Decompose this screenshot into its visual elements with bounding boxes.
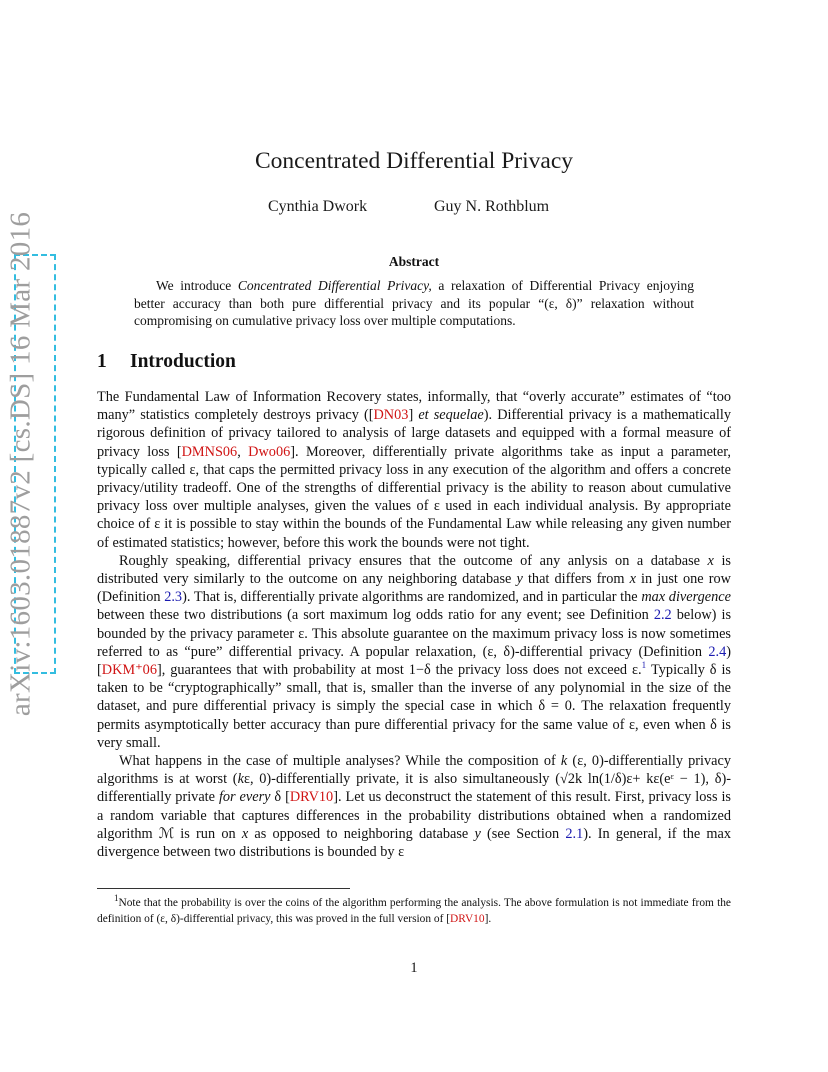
citation-link[interactable]: DRV10 bbox=[289, 789, 334, 806]
paragraph-2: Roughly speaking, differential privacy ensures that the outcome of any anlysis on a database x is distributed very similarly to the outcome on any neighboring database y that differs from x in just one row (Definition 2.3). That is, differentially private algorithms are randomized, and in particular the max divergence between these two distributions (a sort maximum log odds ratio for any event; see Definition 2.2 below) is bounded by the privacy parameter ε. This absolute guarantee on the maximum privacy loss is now sometimes referred to as “pure” differential privacy. A popular relaxation, (ε, δ)-differential privacy (Definition 2.4)[DKM⁺06], guarantees that with probability at most 1−δ the privacy loss does not exceed ε.$^1$ Typically δ is taken to be “cryptographically” small, that is, smaller than the inverse of any polynomial in the size of the dataset, and pure differential privacy is simply the special case in which δ = 0. The relaxation frequently permits asymptotically better accuracy than pure differential privacy for the same value of ε, even when δ is very small. bbox=[97, 552, 732, 751]
citation-link[interactable]: DKM⁺06 bbox=[101, 662, 157, 679]
footnote-rule bbox=[97, 888, 350, 889]
abstract-text: We introduce Concentrated Differential Privacy, a relaxation of Differential Privacy enjoying better accuracy than both pure differential privacy and its popular “(ε, δ)” relaxation without compromising on cumulative privacy loss over multiple computations. bbox=[134, 278, 694, 328]
footnote-mark: 1 bbox=[114, 893, 119, 904]
citation-link[interactable]: DMNS06 bbox=[181, 443, 238, 460]
author-2: Guy N. Rothblum bbox=[434, 198, 550, 215]
arxiv-stamp[interactable]: arXiv:1603.01887v2 [cs.DS] 16 Mar 2016 bbox=[4, 211, 37, 717]
citation-link[interactable]: Dwo06 bbox=[248, 443, 291, 460]
paper-title: Concentrated Differential Privacy bbox=[255, 148, 573, 174]
section-number: 1 bbox=[97, 351, 107, 372]
footnote: $^1$Note that the probability is over the coins of the algorithm performing the analysis. The above formulation is not immediate from the definition of (ε, δ)-differential privacy, this was proved in the full version of [DRV10]. bbox=[97, 893, 731, 925]
citation-link[interactable]: DN03 bbox=[373, 407, 409, 424]
section-link[interactable]: 2.1 bbox=[565, 825, 584, 842]
definition-link[interactable]: 2.3 bbox=[164, 589, 183, 606]
abstract-emphasis: Concentrated Differential Privacy, bbox=[237, 278, 432, 293]
section-title: Introduction bbox=[130, 351, 236, 372]
definition-link[interactable]: 2.4 bbox=[708, 643, 727, 660]
page-number: 1 bbox=[410, 960, 418, 976]
abstract-heading: Abstract bbox=[388, 254, 440, 269]
footnote-link[interactable]: 1 bbox=[641, 660, 647, 671]
paragraph-1: The Fundamental Law of Information Recovery states, informally, that “overly accurate” estimates of “too many” statistics completely destroys privacy ([DN03] et sequelae). Differential privacy is a mathematically rigorous definition of privacy tailored to analysis of large datasets and equipped with a formal measure of privacy loss [DMNS06, Dwo06]. Moreover, differentially private algorithms take as input a parameter, typically called ε, that caps the permitted privacy loss in any execution of the algorithm and offers a concrete privacy/utility tradeoff. One of the strengths of differential privacy is the ability to reason about cumulative privacy loss over multiple analyses, given the values of ε used in each individual analysis. By appropriate choice of ε it is possible to stay within the bounds of the Fundamental Law while releasing any given number of estimated statistics; however, before this work the bounds were not tight. bbox=[97, 389, 731, 551]
citation-link[interactable]: DRV10 bbox=[450, 912, 485, 925]
definition-link[interactable]: 2.2 bbox=[653, 607, 672, 624]
body-text bbox=[97, 388, 731, 861]
author-1: Cynthia Dwork bbox=[268, 198, 368, 215]
section-heading bbox=[97, 351, 236, 373]
paragraph-3: What happens in the case of multiple analyses? While the composition of k (ε, 0)-differentially privacy algorithms is at worst (kε, 0)-differentially private, it is also simultaneously (√2k ln(1/δ)ε+ kε(eᵋ − 1), δ)-differentially private for every δ [DRV10]. Let us deconstruct the statement of this result. First, privacy loss is a random variable that captures differences in the probability distributions obtained when a randomized algorithm ℳ is run on x as opposed to neighboring database y (see Section 2.1). In general, if the max divergence between two distributions is bounded by ε bbox=[97, 753, 732, 861]
